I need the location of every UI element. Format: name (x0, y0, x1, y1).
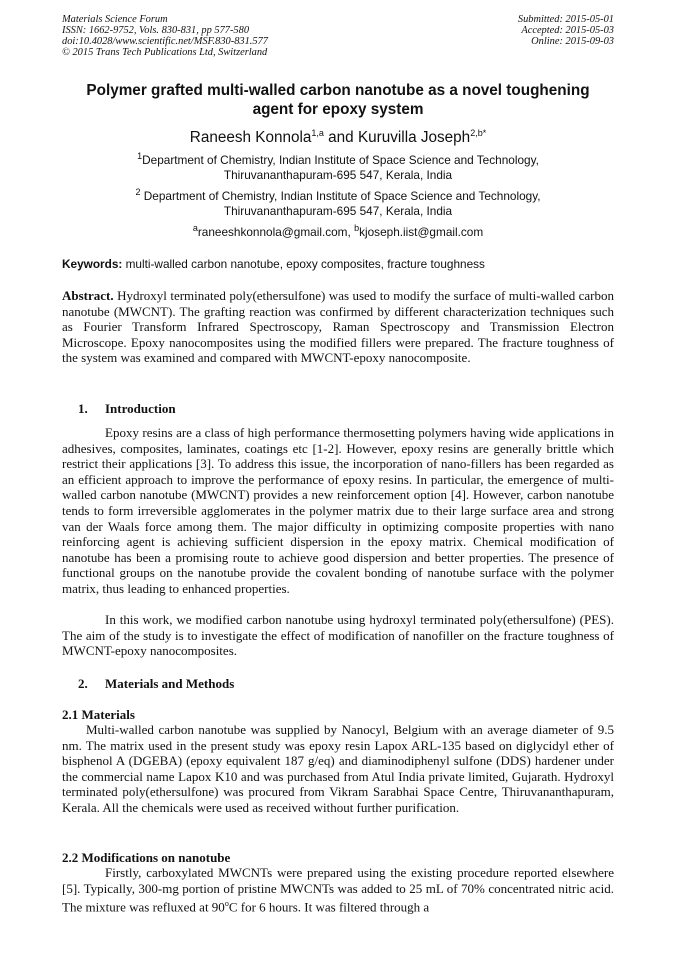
affiliation-2-line-1: Department of Chemistry, Indian Institute of Space Science and Technology, (140, 188, 541, 203)
introduction-paragraph-2: In this work, we modified carbon nanotube using hydroxyl terminated poly(ethersulfone) (PES). The aim of the study is to investigate the effect of modification of nanofiller on the fracture toughness of MWCNT-epoxy nanocomposites. (62, 612, 614, 659)
doi-line: doi:10.4028/www.scientific.net/MSF.830-831.577 (62, 36, 268, 47)
abstract-text: Hydroxyl terminated poly(ethersulfone) was used to modify the surface of multi-walled carbon nanotube (MWCNT). The grafting reaction was confirmed by different characterization techniques such as Fourier Transform Infrared Spectroscopy, Raman Spectroscopy and Transmission Electron Microscope. Epoxy nanocomposites using the modified fillers were prepared. The fracture toughness of the system was examined and compared with MWCNT-epoxy nanocomposite. (62, 288, 614, 366)
copyright-line: © 2015 Trans Tech Publications Ltd, Switzerland (62, 47, 268, 58)
section-title: Introduction (105, 401, 176, 416)
abstract (62, 288, 614, 366)
modifications-paragraph (62, 865, 614, 915)
email-a-sup: a (192, 223, 198, 233)
author-list (62, 124, 614, 147)
degree-sup: o (224, 899, 229, 909)
affiliation-2 (62, 185, 614, 219)
modifications-text-a: Firstly, carboxylated MWCNTs were prepared using the existing procedure reported elsewhere [5]. Typically, 300-mg portion of pristine MWCNTs was added to 25 mL of 70% concentrated nitric acid. The mixture was refluxed at 90 (62, 865, 614, 915)
affiliation-1-line-2: Thiruvananthapuram-695 547, Kerala, India (223, 167, 453, 182)
author-2-sup: 2,b* (470, 128, 487, 138)
affiliation-1-sup: 1 (137, 151, 143, 161)
subsection-heading-materials: 2.1 Materials (62, 707, 135, 722)
email-b-sup: b (354, 223, 360, 233)
author-1-name: Raneesh Konnola (189, 129, 312, 147)
title-line-2: agent for epoxy system (252, 101, 424, 118)
author-and: and (323, 129, 358, 147)
introduction-paragraph-1: Epoxy resins are a class of high performance thermosetting polymers having wide applications in adhesives, composites, laminates, coatings etc [1-2]. However, epoxy resins are generally brittle which restrict their applications [3]. To address this issue, the incorporation of nano-fillers has been regarded as an efficient approach to improve the performance of epoxy resins. In particular, the emergence of multi-walled carbon nanotube (MWCNT) provides a new reinforcement option [4]. However, carbon nanotube tends to form irreversible agglomerates in the polymer matrix due to their large surface area and strong van der Waals force among them. The major difficulty in optimizing composite properties with nano reinforcing agent is achieving sufficient dispersion in the epoxy matrix. Chemical modification of nanotube has been a promising route to achieve good dispersion and better properties. The presence of functional groups on the nanotube provide the covalent bonding of nanotube surface with the polymer matrix, thus leading to enhanced properties. (62, 425, 614, 596)
section-number: 1. (78, 401, 88, 416)
journal-header-left (62, 14, 268, 58)
materials-text: Multi-walled carbon nanotube was supplied by Nanocyl, Belgium with an average diameter of 9.5 nm. The matrix used in the present study was epoxy resin Lapox ARL-135 based on diglycidyl ether of bisphenol A (DGEBA) (epoxy equivalent 187 g/eq) and diaminodiphenyl sulfone (DDS) hardener under the commercial name Lapox K10 and was purchased from Atul India private limited, Gujarath. Hydroxyl terminated poly(ethersulfone) was procured from Vikram Sarabhai Space Centre, Thiruvananthapuram, Kerala. All the chemicals were used as received without further purification. (62, 722, 614, 815)
paper-title (62, 81, 614, 119)
affiliation-1-line-1: Department of Chemistry, Indian Institute of Space Science and Technology, (142, 152, 539, 167)
email-separator: , (347, 224, 355, 239)
issn-line: ISSN: 1662-9752, Vols. 830-831, pp 577-580 (62, 25, 250, 36)
email-b[interactable]: kjoseph.iist@gmail.com (359, 224, 484, 239)
journal-name: Materials Science Forum (62, 14, 168, 25)
keywords-label: Keywords: (62, 257, 123, 271)
email-a[interactable]: raneeshkonnola@gmail.com (197, 224, 348, 239)
title-line-1: Polymer grafted multi-walled carbon nanotube as a novel toughening (86, 82, 590, 99)
section-number: 2. (78, 676, 88, 691)
abstract-label: Abstract. (62, 288, 114, 303)
affiliation-1 (62, 149, 614, 183)
keywords-text: multi-walled carbon nanotube, epoxy composites, fracture toughness (122, 257, 485, 271)
section-heading-introduction (78, 401, 176, 417)
online-date: Online: 2015-09-03 (531, 36, 614, 47)
accepted-date: Accepted: 2015-05-03 (521, 25, 614, 36)
author-1-sup: 1,a (311, 128, 324, 138)
journal-header-right (518, 14, 614, 47)
materials-paragraph (62, 722, 614, 816)
subsection-heading-modifications: 2.2 Modifications on nanotube (62, 850, 231, 865)
affiliation-2-sup: 2 (135, 187, 141, 197)
author-2-name: Kuruvilla Joseph (357, 129, 471, 147)
keywords (62, 257, 614, 272)
modifications-text-b: C for 6 hours. It was filtered through a (228, 899, 430, 915)
submitted-date: Submitted: 2015-05-01 (517, 14, 614, 25)
affiliation-2-line-2: Thiruvananthapuram-695 547, Kerala, India (223, 203, 453, 218)
section-title: Materials and Methods (105, 676, 235, 691)
author-emails (62, 221, 614, 240)
section-heading-materials-methods (78, 676, 234, 692)
